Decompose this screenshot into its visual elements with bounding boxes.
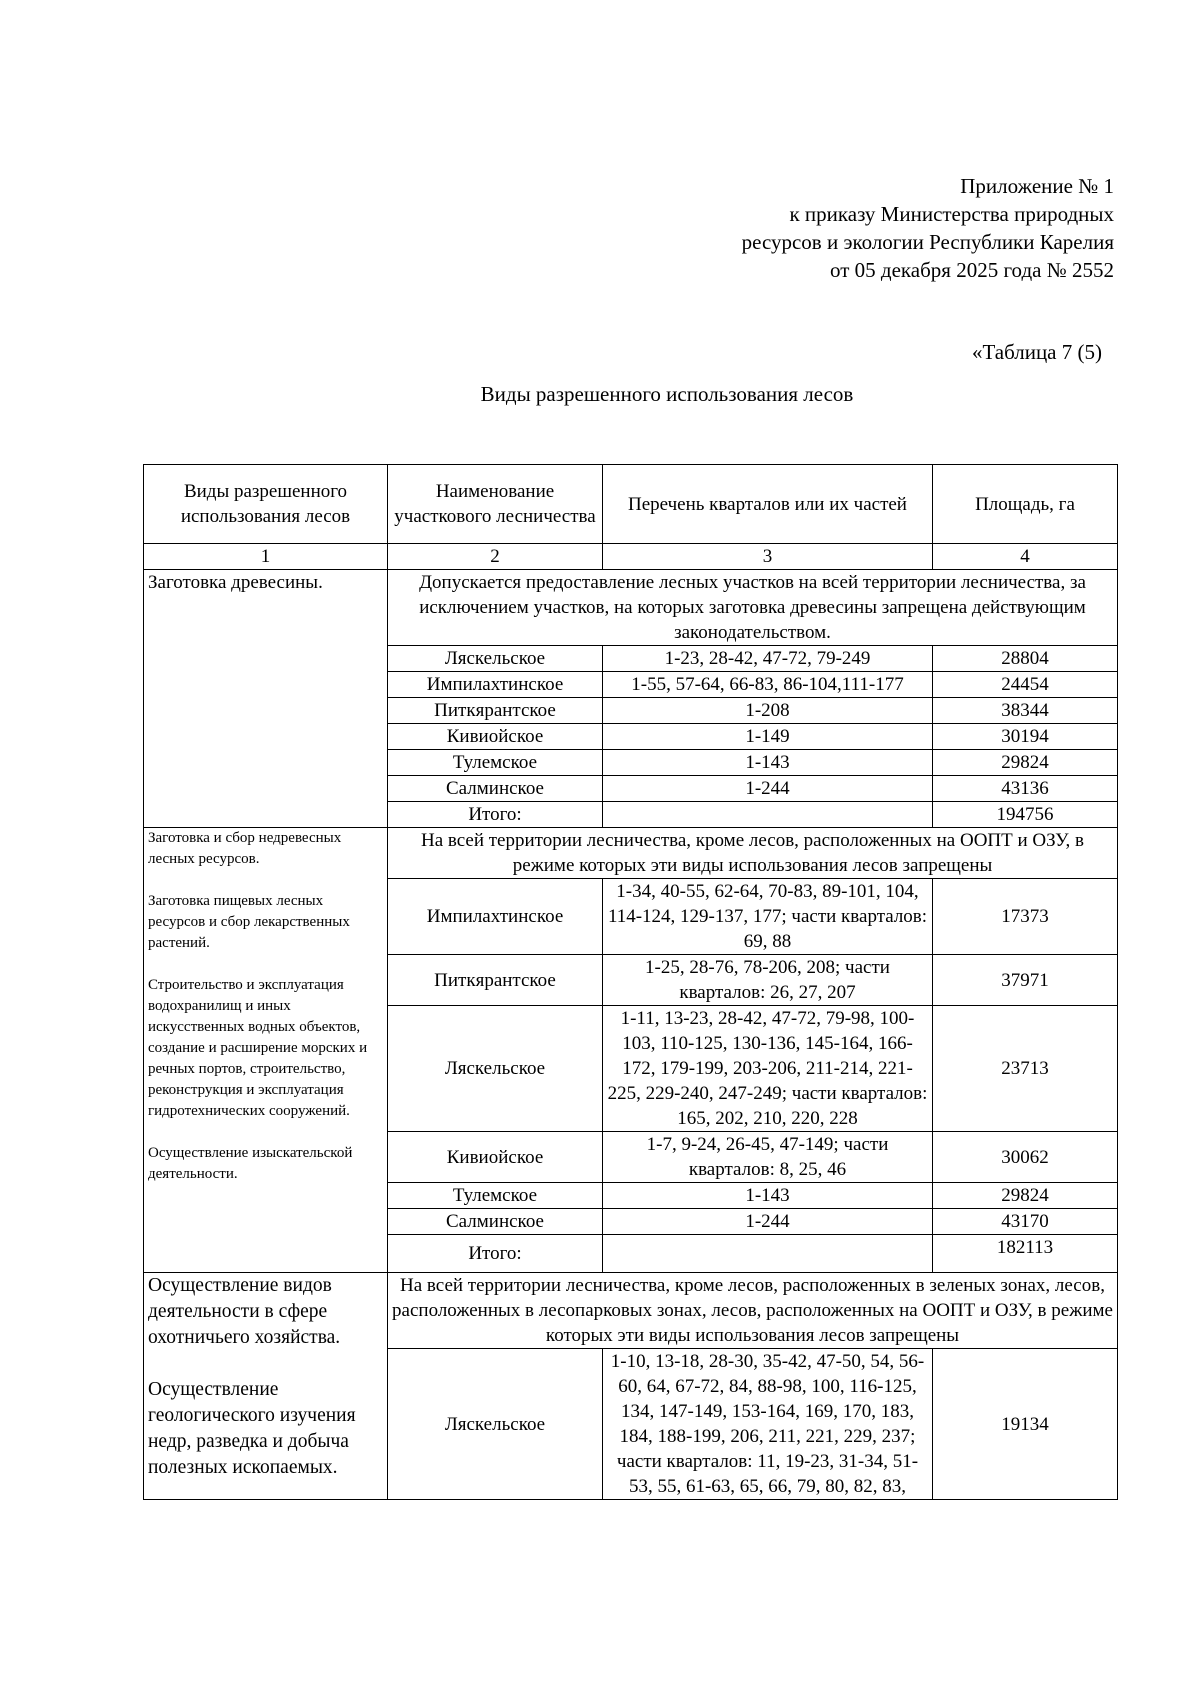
use-item: Осуществление изыскательской деятельности.: [148, 1145, 353, 1182]
use-type-cell: [144, 828, 388, 1273]
area-value: 24454: [933, 672, 1118, 698]
spacer: [148, 1122, 383, 1143]
use-item: Строительство и эксплуатация водохранилищ и иных искусственных водных объектов, создание и расширение морских и речных портов, строительство, реконструкция и эксплуатация гидротехнических сооружений.: [148, 977, 368, 1119]
area-value: 43136: [933, 776, 1118, 802]
column-number: 2: [388, 544, 603, 570]
section-note: На всей территории лесничества, кроме лесов, расположенных в зеленых зонах, лесов, расположенных в лесопарковых зонах, лесов, расположенных на ООПТ и ОЗУ, в режиме которых эти виды использования лесов запрещены: [388, 1273, 1118, 1349]
appendix-number: Приложение № 1: [960, 174, 1114, 198]
forestry-name: Тулемское: [388, 750, 603, 776]
quarters-list: 1-143: [603, 750, 933, 776]
order-reference-line2: ресурсов и экологии Республики Карелия: [741, 230, 1114, 254]
use-item: Заготовка пищевых лесных ресурсов и сбор лекарственных растений.: [148, 893, 350, 951]
use-type-cell: Заготовка древесины.: [144, 570, 388, 828]
area-value: 28804: [933, 646, 1118, 672]
area-value: 30194: [933, 724, 1118, 750]
area-value: 19134: [933, 1349, 1118, 1500]
table-row: [144, 570, 1118, 646]
total-quarters-empty: [603, 802, 933, 828]
quarters-list: 1-23, 28-42, 47-72, 79-249: [603, 646, 933, 672]
section-note: На всей территории лесничества, кроме лесов, расположенных на ООПТ и ОЗУ, в режиме которых эти виды использования лесов запрещены: [388, 828, 1118, 879]
spacer: [148, 954, 383, 975]
area-value: 38344: [933, 698, 1118, 724]
use-item: Заготовка и сбор недревесных лесных ресурсов.: [148, 830, 342, 867]
total-value: 194756: [933, 802, 1118, 828]
column-header-forestry: Наименование участкового лесничества: [388, 465, 603, 544]
forestry-name: Ляскельское: [388, 646, 603, 672]
forestry-name: Питкярантское: [388, 698, 603, 724]
quarters-list: 1-208: [603, 698, 933, 724]
order-reference-line1: к приказу Министерства природных: [789, 202, 1114, 226]
quarters-list: 1-25, 28-76, 78-206, 208; части кварталов: 26, 27, 207: [603, 955, 933, 1006]
total-quarters-empty: [603, 1235, 933, 1273]
column-header-use: Виды разрешенного использования лесов: [144, 465, 388, 544]
total-label: Итого:: [388, 1235, 603, 1273]
quarters-list: 1-149: [603, 724, 933, 750]
total-value: 182113: [933, 1235, 1118, 1273]
use-item: Осуществление геологического изучения недр, разведка и добыча полезных ископаемых.: [148, 1379, 356, 1478]
forestry-name: Ляскельское: [388, 1349, 603, 1500]
quarters-list: 1-10, 13-18, 28-30, 35-42, 47-50, 54, 56-60, 64, 67-72, 84, 88-98, 100, 116-125, 134, 147-149, 153-164, 169, 170, 183, 184, 188-199, 206, 211, 221, 229, 237; части кварталов: 11, 19-23, 31-34, 51-53, 55, 61-63, 65, 66, 79, 80, 82, 83,: [603, 1349, 933, 1500]
column-number: 3: [603, 544, 933, 570]
forestry-name: Импилахтинское: [388, 672, 603, 698]
area-value: 37971: [933, 955, 1118, 1006]
total-label: Итого:: [388, 802, 603, 828]
order-date: от 05 декабря 2025 года № 2552: [830, 258, 1114, 282]
column-header-area: Площадь, га: [933, 465, 1118, 544]
quarters-list: 1-143: [603, 1183, 933, 1209]
use-type-cell: [144, 1273, 388, 1500]
forestry-name: Питкярантское: [388, 955, 603, 1006]
quarters-list: 1-34, 40-55, 62-64, 70-83, 89-101, 104, 114-124, 129-137, 177; части кварталов: 69, 88: [603, 879, 933, 955]
forest-use-table: [143, 464, 1118, 1500]
area-value: 17373: [933, 879, 1118, 955]
section-note: Допускается предоставление лесных участков на всей территории лесничества, за исключением участков, на которых заготовка древесины запрещена действующим законодательством.: [388, 570, 1118, 646]
table-label: «Таблица 7 (5): [971, 340, 1102, 364]
spacer: [148, 870, 383, 891]
area-value: 29824: [933, 1183, 1118, 1209]
quarters-list: 1-244: [603, 776, 933, 802]
column-number: 4: [933, 544, 1118, 570]
quarters-list: 1-244: [603, 1209, 933, 1235]
forestry-name: Ляскельское: [388, 1006, 603, 1132]
spacer: [148, 1351, 383, 1377]
quarters-list: 1-55, 57-64, 66-83, 86-104,111-177: [603, 672, 933, 698]
forestry-name: Тулемское: [388, 1183, 603, 1209]
appendix-header: [742, 172, 1114, 284]
forestry-name: Салминское: [388, 1209, 603, 1235]
quarters-list: 1-11, 13-23, 28-42, 47-72, 79-98, 100-103, 110-125, 130-136, 145-164, 166-172, 179-199, 203-206, 211-214, 221-225, 229-240, 247-249; части кварталов: 165, 202, 210, 220, 228: [603, 1006, 933, 1132]
area-value: 30062: [933, 1132, 1118, 1183]
use-item: Осуществление видов деятельности в сфере охотничьего хозяйства.: [148, 1275, 341, 1348]
header-row: [144, 465, 1118, 544]
quarters-list: 1-7, 9-24, 26-45, 47-149; части кварталов: 8, 25, 46: [603, 1132, 933, 1183]
forestry-name: Кивиойское: [388, 1132, 603, 1183]
page-title: Виды разрешенного использования лесов: [480, 382, 854, 406]
column-numbers-row: [144, 544, 1118, 570]
forestry-name: Салминское: [388, 776, 603, 802]
column-header-quarters: Перечень кварталов или их частей: [603, 465, 933, 544]
forestry-name: Импилахтинское: [388, 879, 603, 955]
column-number: 1: [144, 544, 388, 570]
table-row: [144, 828, 1118, 879]
forestry-name: Кивиойское: [388, 724, 603, 750]
area-value: 29824: [933, 750, 1118, 776]
area-value: 23713: [933, 1006, 1118, 1132]
table-row: [144, 1273, 1118, 1349]
area-value: 43170: [933, 1209, 1118, 1235]
